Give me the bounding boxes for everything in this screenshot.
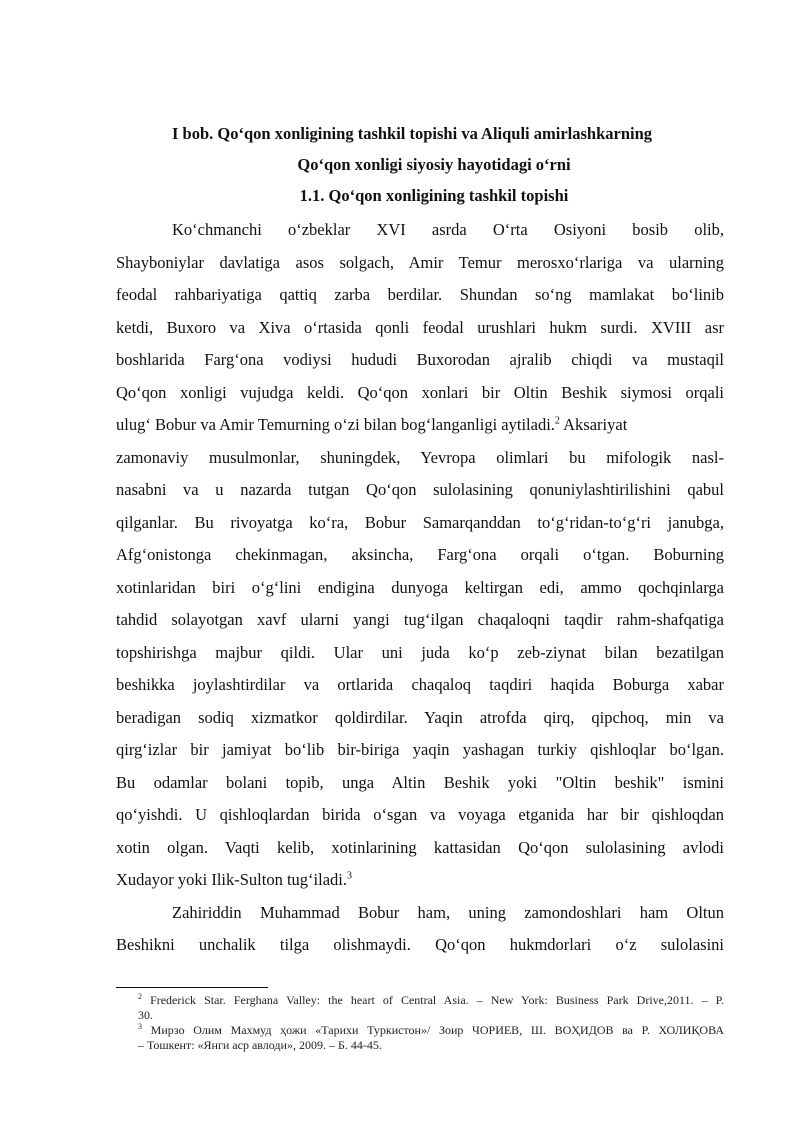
chapter-title-line-2: Qo‘qon xonligi siyosiy hayotidagi o‘rni — [297, 155, 571, 174]
text-line-with-footnote — [116, 864, 724, 897]
text-line: boshlarida Farg‘ona vodiysi hududi Buxorodan ajralib chiqdi va mustaqil — [116, 350, 724, 369]
text-line: feodal rahbariyatiga qattiq zarba berdilar. Shundan so‘ng mamlakat bo‘linib — [116, 285, 724, 304]
text-line: Bu odamlar bolani topib, unga Altin Beshik yoki "Oltin beshik" ismini — [116, 772, 724, 792]
text-line: xotinlaridan biri o‘g‘lini endigina dunyoga keltirgan edi, ammo qochqinlarga — [116, 577, 724, 597]
text-line: Qo‘qon xonligi vujudga keldi. Qo‘qon xonlari bir Oltin Beshik siymosi orqali — [116, 382, 724, 402]
text-line: Beshikni unchalik tilga olishmaydi. Qo‘qon hukmdorlari o‘z sulolasini — [116, 935, 724, 954]
footnote-number: 2 — [138, 993, 142, 1001]
footnote-text: Мирзо Олим Махмуд ҳожи «Тарихи Туркистон»/ Зоир ЧОРИЕВ, Ш. ВОҲИДОВ ва Р. ХОЛИҚОВА — [150, 1023, 724, 1037]
chapter-title-line-1: I bob. Qo‘qon xonligining tashkil topishi va Aliquli amirlashkarning — [172, 124, 653, 143]
footnote-separator — [116, 987, 268, 988]
text-line: nasabni va u nazarda tutgan Qo‘qon sulolasining qonuniylashtirilishini qabul — [116, 480, 724, 499]
text-line: ketdi, Buxoro va Xiva o‘rtasida qonli feodal urushlari hukm surdi. XVIII asr — [116, 317, 724, 337]
footnotes — [116, 993, 724, 1053]
footnote-ref-3: 3 — [346, 870, 352, 882]
section-title: 1.1. Qo‘qon xonligining tashkil topishi — [299, 186, 569, 205]
text-line: topshirishga majbur qildi. Ular uni juda ko‘p zeb-ziynat bilan bezatilgan — [116, 642, 724, 662]
footnote-2-continued: 30. — [138, 1008, 153, 1022]
text-segment: Xudayor yoki Ilik-Sulton tug‘iladi. — [116, 870, 347, 889]
text-line: tahdid solayotgan xavf ularni yangi tug‘ilgan chaqaloqni taqdir rahm-shafqatiga — [116, 610, 724, 629]
text-segment: Aksariyat — [559, 415, 628, 434]
footnote-3-continued: – Тошкент: «Янги аср авлоди», 2009. – Б. 44-45. — [138, 1038, 382, 1052]
text-line: Zahiriddin Muhammad Bobur ham, uning zamondoshlari ham Oltun — [172, 902, 724, 922]
text-line: beradigan sodiq xizmatkor qoldirdilar. Yaqin atrofda qirq, qipchoq, min va — [116, 707, 724, 727]
text-segment: ulug‘ Bobur va Amir Temurning o‘zi bilan bog‘langanligi aytiladi. — [116, 415, 555, 434]
body-text — [116, 214, 724, 962]
text-line: Ko‘chmanchi o‘zbeklar XVI asrda O‘rta Osiyoni bosib olib, — [172, 220, 724, 239]
text-line: qilganlar. Bu rivoyatga ko‘ra, Bobur Samarqanddan to‘g‘ridan-to‘g‘ri janubga, — [116, 512, 724, 532]
footnote-3 — [116, 1023, 724, 1038]
text-line: qirg‘izlar bir jamiyat bo‘lib bir-biriga yaqin yashagan turkiy qishloqlar bo‘lgan. — [116, 740, 724, 759]
footnote-number: 3 — [138, 1023, 142, 1031]
text-line: qo‘yishdi. U qishloqlardan birida o‘sgan va voyaga etganida har bir qishloqdan — [116, 805, 724, 824]
text-line-with-footnote — [116, 409, 724, 442]
footnote-text: Frederick Star. Ferghana Valley: the heart of Central Asia. – New York: Business Park Drive,2011. – P. — [150, 993, 724, 1007]
footnote-ref-2: 2 — [554, 415, 560, 427]
text-line: Afg‘onistonga chekinmagan, aksincha, Farg‘ona orqali o‘tgan. Boburning — [116, 545, 724, 564]
text-line: xotin olgan. Vaqti kelib, xotinlarining kattasidan Qo‘qon sulolasining avlodi — [116, 837, 724, 857]
text-line: Shayboniylar davlatiga asos solgach, Amir Temur merosxo‘rlariga va ularning — [116, 252, 724, 272]
text-line: beshikka joylashtirdilar va ortlarida chaqaloq taqdiri haqida Boburga xabar — [116, 675, 724, 694]
text-line: zamonaviy musulmonlar, shuningdek, Yevropa olimlari bu mifologik nasl- — [116, 447, 724, 467]
footnote-2 — [116, 993, 724, 1008]
